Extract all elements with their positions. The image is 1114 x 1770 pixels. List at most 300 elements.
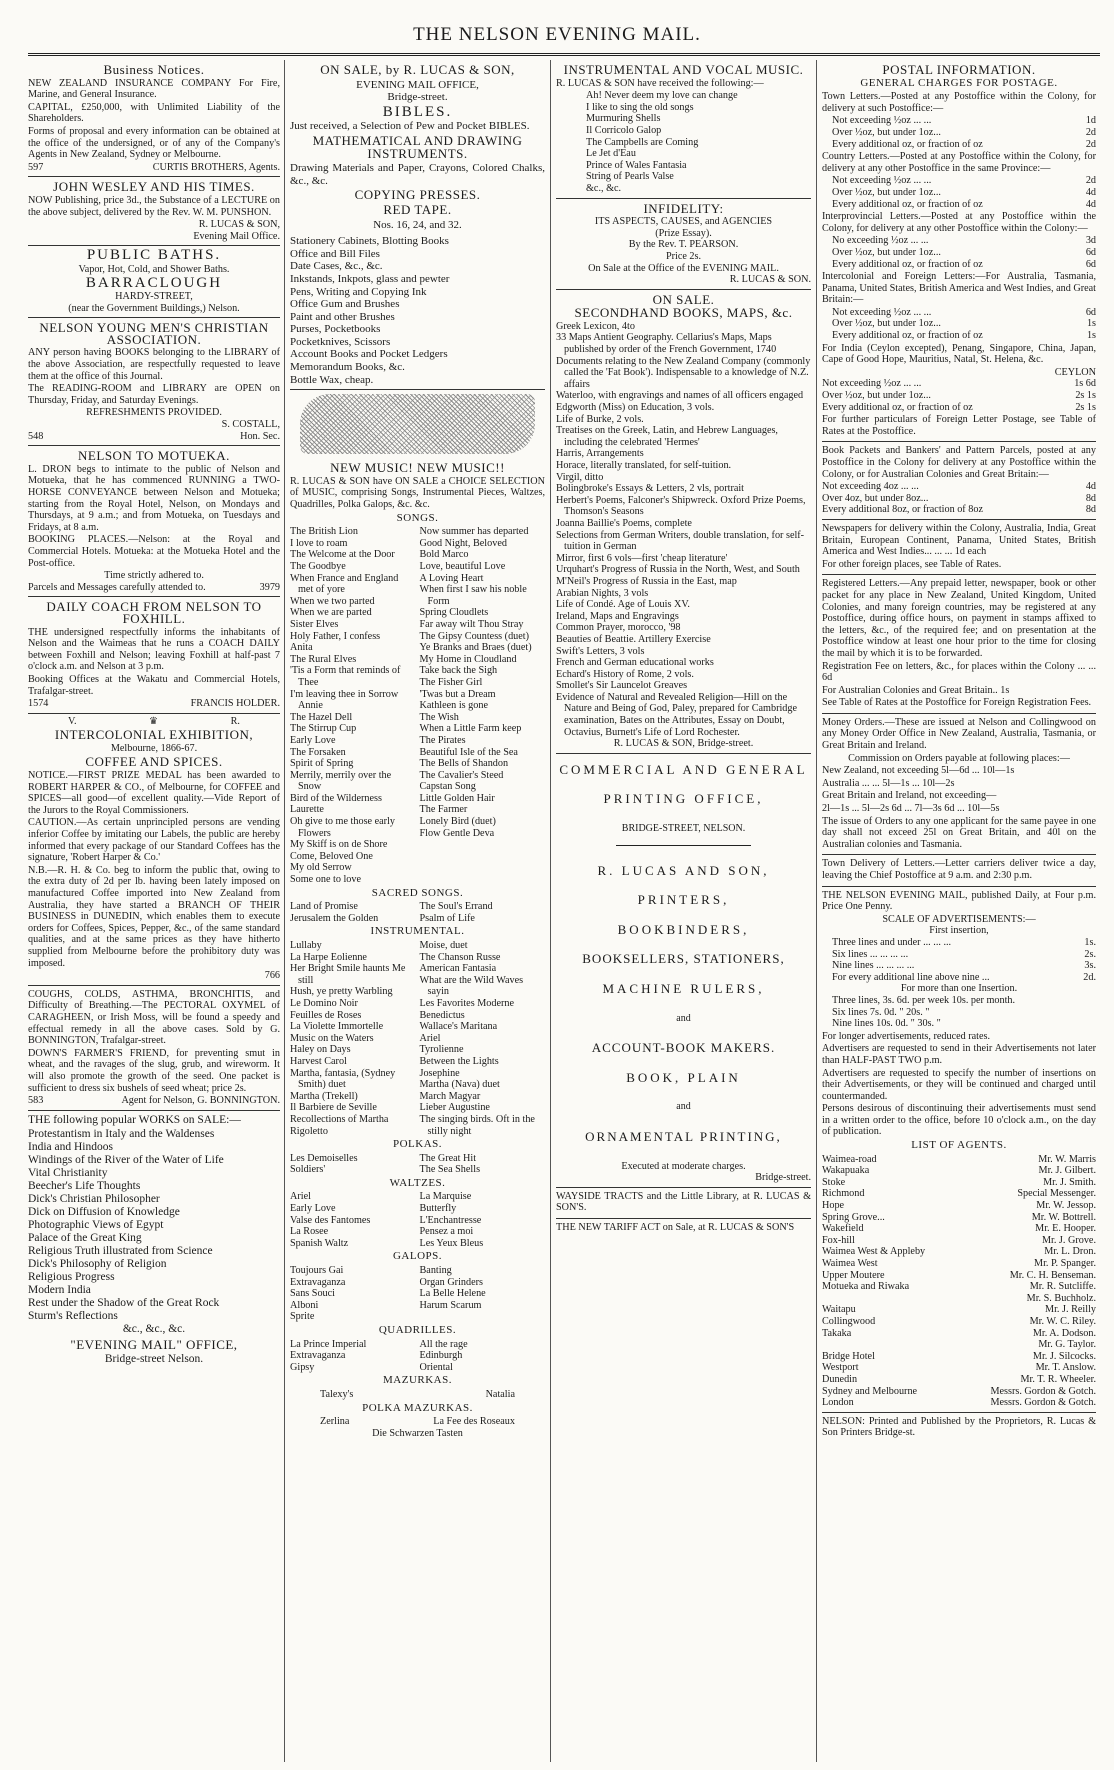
list-item: Ireland, Maps and Engravings — [556, 610, 679, 622]
music-title: Oh give to me those early Flowers — [290, 816, 395, 839]
postal-text: For further particulars of Foreign Letter Postage, see Table of Rates at the Postoffice. — [822, 414, 1096, 437]
waltzes-left — [290, 1191, 416, 1249]
music-title: Spring Cloudlets — [419, 607, 489, 619]
list-item: Modern India — [28, 1283, 91, 1296]
stationery-list — [290, 235, 545, 386]
ad-text: Bridge-street. — [755, 1172, 811, 1184]
rate-cell: Not exceeding 4oz ... ... — [822, 481, 919, 493]
music-title: My Skiff is on de Shore — [290, 839, 388, 851]
music-title: Jerusalem the Golden — [290, 912, 379, 924]
ad-title: RED TAPE. — [383, 201, 452, 217]
list-item: Rest under the Shadow of the Great Rock — [28, 1296, 220, 1309]
ad-text: (near the Government Buildings,) Nelson. — [68, 302, 240, 314]
music-title: Capstan Song — [419, 781, 476, 793]
list-item: Photographic Views of Egypt — [28, 1218, 164, 1231]
ad-text: L. DRON begs to intimate to the public of Nelson and Motueka, that he has commenced RUNNING a TWO-HORSE CONVEYANCE between Nelson and Motueka; starting from the Royal Hotel, Nelson, on Mondays and Thursdays, at 9 a.m.; and from Motueka, on Tuesdays and Fridays, at 8 a.m. — [28, 463, 280, 533]
music-title: My old Serrow — [290, 862, 352, 874]
music-title: Lonely Bird (duet) — [419, 816, 496, 828]
ad-title: COMMERCIAL AND GENERAL — [559, 761, 808, 777]
ad-title: PRINTERS, — [637, 892, 730, 908]
rate-row — [822, 481, 1096, 493]
music-title: When we are parted — [290, 607, 372, 619]
rate-row — [822, 1351, 1096, 1363]
royal-r: R. — [230, 715, 240, 727]
rate-cell: Bridge Hotel — [822, 1350, 875, 1362]
ad-text: Drawing Materials and Paper, Crayons, Colored Chalks, &c., &c. — [290, 162, 545, 187]
ad-title: PUBLIC BATHS. — [86, 247, 222, 264]
rate-cell: Mr. J. Reilly — [1045, 1304, 1096, 1316]
coach-ad — [28, 597, 280, 713]
section-title: LIST OF AGENTS. — [911, 1139, 1007, 1152]
music-title: La Violette Immortelle — [290, 1021, 384, 1033]
rate-cell: Westport — [822, 1362, 859, 1374]
music-title: Ariel — [290, 1191, 311, 1203]
music-section-title: POLKA MAZURKAS. — [362, 1401, 473, 1414]
ad-title: INSTRUMENTAL AND VOCAL MUSIC. — [563, 62, 804, 77]
music-title: Extravaganza — [290, 1350, 346, 1362]
rate-cell: 8d — [1085, 504, 1096, 516]
wesley-ad — [28, 177, 280, 246]
rate-cell: 6d — [1085, 258, 1096, 270]
music-title: Josephine — [419, 1067, 460, 1079]
list-item: Urquhart's Progress of Russia in the North, West, and South — [556, 564, 800, 576]
instrumental-left — [290, 940, 416, 1137]
ad-text: The READING-ROOM and LIBRARY are OPEN on Thursday, Friday, and Saturday Evenings. — [28, 383, 280, 406]
rate-cell: Mr. W. Bottrell. — [1031, 1211, 1096, 1223]
music-section-title: QUADRILLES. — [378, 1324, 457, 1336]
music-title: Les Favorites Moderne — [419, 997, 514, 1009]
rate-table — [822, 378, 1096, 413]
ad-text: THE NELSON EVENING MAIL, published Daily, at Four p.m. Price One Penny. — [822, 889, 1096, 913]
ad-title: BOOKBINDERS, — [617, 921, 750, 937]
list-item: Pens, Writing and Copying Ink — [290, 285, 427, 298]
list-item: Mirror, first 6 vols—first 'cheap literature' — [556, 552, 728, 564]
rate-table — [822, 235, 1096, 270]
rate-cell: Mr. J. Grove. — [1041, 1234, 1096, 1246]
rate-cell: Waimea West — [822, 1258, 878, 1269]
music-title: 'Tis a Form that reminds of Thee — [290, 665, 401, 688]
list-item: Office and Bill Files — [290, 247, 380, 260]
music-title: Les Yeux Bleus — [419, 1237, 484, 1249]
list-item: Herbert's Poems, Falconer's Shipwreck. Oxford Prize Poems, Thomson's Seasons — [556, 494, 806, 518]
ad-text: THE NEW TARIFF ACT on Sale, at R. LUCAS & SON'S — [556, 1221, 795, 1233]
list-item: Horace, literally translated, for self-tuition. — [556, 460, 732, 471]
music-title: Bold Marco — [419, 549, 469, 561]
ad-text: &c., &c., &c. — [122, 1322, 186, 1335]
postal-text: Intercolonial and Foreign Letters:—For Australia, Tasmania, Panama, United States, British America and West Indies, and Great Britain:— — [822, 271, 1096, 306]
rate-cell: Dunedin — [822, 1373, 858, 1385]
music-title: Tyrolienne — [419, 1044, 464, 1056]
postal-text: Money Orders.—These are issued at Nelson and Collingwood on any Money Order Office in New Zealand, Australia, Tasmania, or Great Britain and Ireland. — [822, 716, 1096, 752]
music-items — [556, 90, 811, 194]
ad-title: BIBLES. — [382, 103, 453, 120]
ad-signature: FRANCIS HOLDER. — [190, 698, 280, 710]
ad-text: ITS ASPECTS, CAUSES, and AGENCIES — [594, 216, 773, 228]
ad-text: Booking Offices at the Wakatu and Commercial Hotels, Trafalgar-street. — [28, 673, 280, 697]
lucas-sale-ad — [290, 60, 545, 390]
list-item: Common Prayer, morocco, '98 — [556, 622, 681, 634]
rate-row — [822, 1258, 1096, 1270]
music-title: La Fee des Roseaux — [433, 1416, 515, 1428]
rate-cell: 1s 6d — [1074, 378, 1096, 390]
music-title: Flow Gentle Deva — [419, 827, 495, 839]
ad-title: BOOKSELLERS, STATIONERS, — [582, 951, 785, 967]
list-item: Joanna Baillie's Poems, complete — [556, 517, 692, 529]
baths-ad — [28, 246, 280, 318]
music-title: Spirit of Spring — [290, 758, 354, 770]
rate-cell: 1s — [1086, 330, 1096, 342]
rate-cell: Mr. S. Buchholz. — [1026, 1292, 1096, 1304]
rate-table — [822, 307, 1096, 342]
rate-row — [822, 1200, 1096, 1212]
ad-title: ORNAMENTAL PRINTING, — [585, 1128, 782, 1144]
list-item: Bolingbroke's Essays & Letters, 2 vls, portrait — [556, 483, 745, 495]
rate-cell: Mr. T. Anslow. — [1035, 1362, 1096, 1374]
music-title: I love to roam — [290, 537, 348, 549]
ad-text: Six lines 7s. 0d. " 20s. " — [832, 1006, 930, 1018]
ad-text: Melbourne, 1866-67. — [110, 742, 198, 754]
rate-row — [822, 1235, 1096, 1247]
infidelity-ad — [556, 199, 811, 290]
ad-title: NEW MUSIC! NEW MUSIC!! — [330, 460, 505, 476]
music-title: Love, beautiful Love — [419, 561, 506, 572]
rate-row — [832, 318, 1096, 330]
exhibition-ad — [28, 714, 280, 986]
music-title: Take back the Sigh — [419, 665, 498, 677]
music-section-title: WALTZES. — [389, 1176, 446, 1189]
ad-text: ANY person having BOOKS belonging to the LIBRARY of the above Association, are respectfully requested to leave them at the office of this Journal. — [28, 347, 280, 382]
rate-cell: No exceeding ½oz ... ... — [832, 235, 929, 247]
music-title: The Forsaken — [290, 746, 346, 758]
postal-text: Registered Letters.—Any prepaid letter, newspaper, book or other packet for any place in New Zealand, United Kingdom, United Colonies, and many foreign countries, may be registered at any Postoffice, during office hours, on payment in stamps affixed to the letters, &c., of the required fee; and on presentation at the Postoffice window at least one hour prior to the time for closing the mail by which it is to be forwarded. — [822, 578, 1096, 659]
rate-cell: Over ½oz, but under 1oz... — [832, 126, 941, 138]
rate-row — [822, 1246, 1096, 1258]
list-item: Harris, Arrangements — [556, 448, 644, 460]
list-item: Paint and other Brushes — [290, 310, 395, 323]
ad-text: REFRESHMENTS PROVIDED. — [86, 407, 222, 419]
music-title: Ah! Never deem my love can change — [586, 90, 738, 102]
music-title: Die Schwarzen Tasten — [372, 1427, 463, 1439]
rate-row — [822, 1304, 1096, 1316]
ad-title: INTERCOLONIAL EXHIBITION, — [54, 727, 254, 743]
list-item: Selections from German Writers, double translation, for self-tuition in German — [556, 529, 805, 553]
list-item: Vital Christianity — [28, 1166, 108, 1179]
rate-cell: 1s — [1086, 318, 1096, 330]
rate-cell: Mr. J. Silcocks. — [1032, 1350, 1096, 1362]
rate-cell: Mr. E. Hooper. — [1035, 1223, 1096, 1235]
ad-title: NELSON TO MOTUEKA. — [78, 448, 230, 464]
rate-cell: Waimea-road — [822, 1153, 877, 1165]
music-section-title: GALOPS. — [392, 1250, 443, 1263]
advertising-scale — [822, 887, 1096, 1413]
rate-cell: 3d — [1085, 235, 1096, 247]
rate-cell: Takaka — [822, 1327, 852, 1339]
music-title: Il Barbiere de Seville — [290, 1102, 377, 1114]
ad-text: R. LUCAS & SON have ON SALE a CHOICE SELECTION of MUSIC, comprising Songs, Instrumental Pieces, Waltzes, Quadrilles, Polka Galops, &c. &c. — [290, 475, 545, 511]
column-4 — [822, 60, 1096, 1762]
postal-text: Registration Fee on letters, &c., for places within the Colony ... ... 6d — [822, 660, 1096, 684]
galops-left — [290, 1265, 416, 1323]
instrumental-right — [420, 940, 546, 1137]
ad-text: Bridge-street. — [387, 91, 448, 104]
column-2 — [290, 60, 545, 1762]
music-title: When we two parted — [290, 595, 375, 607]
list-item: Beecher's Life Thoughts — [28, 1179, 141, 1192]
column-divider — [284, 60, 285, 1762]
music-title: Harvest Carol — [290, 1055, 347, 1067]
music-title: Harum Scarum — [419, 1299, 482, 1311]
songs-left — [290, 526, 416, 885]
postal-text: Australia ... ... 5l—1s ... 10l—2s — [822, 777, 955, 789]
music-title: Sans Souci — [290, 1288, 335, 1300]
music-title: Haley on Days — [290, 1044, 351, 1056]
rate-cell: Motueka and Riwaka — [822, 1281, 910, 1293]
ad-text: THE undersigned respectfully informs the inhabitants of Nelson and the Waimeas that he runs a COACH DAILY between Foxhill and Nelson; leaving Foxhill at half-past 7 o'clock a.m. and Nelson at 3 p.m. — [28, 626, 280, 673]
rate-row — [832, 960, 1096, 972]
ad-signature: Hon. Sec. — [240, 430, 280, 442]
rate-cell: Mr. R. Sutcliffe. — [1029, 1281, 1096, 1293]
rate-cell: Mr. P. Spanger. — [1034, 1258, 1096, 1269]
music-title: Psalm of Life — [419, 912, 475, 924]
postal-text: Town Letters.—Posted at any Postoffice within the Colony, for delivery at such Postoffice:— — [822, 91, 1096, 114]
music-title: Pensez a moi — [419, 1226, 474, 1238]
ad-text: HARDY-STREET, — [115, 291, 193, 303]
rate-cell: Not exceeding ½oz ... ... — [832, 115, 932, 127]
postal-text: Newspapers for delivery within the Colony, Australia, India, Great Britain, European Continent, Panama, United States, British America and West Indies... ... ... 1d each — [822, 522, 1096, 558]
ad-text: Just received, a Selection of Pew and Pocket BIBLES. — [290, 120, 530, 133]
ad-title: PRINTING OFFICE, — [603, 791, 764, 807]
printing-office-ad — [556, 754, 811, 1188]
quadrilles-left — [290, 1339, 416, 1374]
rate-cell: 4d — [1085, 481, 1096, 493]
list-item: Virgil, ditto — [556, 471, 604, 483]
rate-row — [822, 1223, 1096, 1235]
rate-cell: 2d — [1085, 126, 1096, 138]
list-item: Religious Progress — [28, 1270, 115, 1283]
rate-row — [822, 402, 1096, 414]
music-title: The Sea Shells — [419, 1164, 481, 1176]
music-section-title: SONGS. — [396, 511, 439, 524]
rate-cell: 2s 1s — [1075, 401, 1096, 413]
works-list — [28, 1128, 280, 1323]
music-title: A Loving Heart — [419, 572, 484, 584]
music-title: Good Night, Beloved — [419, 537, 507, 549]
music-title: American Fantasia — [419, 963, 497, 975]
list-item: Office Gum and Brushes — [290, 298, 400, 311]
music-title: The Welcome at the Door — [290, 549, 395, 561]
rate-row — [832, 139, 1096, 151]
music-title: Holy Father, I confess — [290, 630, 381, 642]
ad-signature: CURTIS BROTHERS, Agents. — [152, 161, 280, 173]
rate-cell: For every additional line above nine ... — [832, 971, 990, 983]
rate-cell: Mr. G. Taylor. — [1038, 1339, 1096, 1351]
ad-title: DAILY COACH FROM NELSON TO FOXHILL. — [46, 599, 262, 626]
ad-title: NELSON YOUNG MEN'S CHRISTIAN ASSOCIATION. — [39, 320, 269, 347]
secondhand-ad — [556, 290, 811, 754]
ad-text: Three lines, 3s. 6d. per week 10s. per month. — [832, 994, 1016, 1006]
music-title: Bird of the Wilderness — [290, 792, 382, 804]
ad-title: BOOK, PLAIN — [626, 1069, 741, 1085]
postal-text: For other foreign places, see Table of Rates. — [822, 558, 1002, 570]
music-title: Moise, duet — [419, 940, 468, 951]
list-item: Date Cases, &c., &c. — [290, 260, 383, 273]
tariff-ad — [556, 1219, 811, 1238]
ad-text: COUGHS, COLDS, ASTHMA, BRONCHITIS, and Difficulty of Breathing.—The PECTORAL OXYMEL of CARAGHEEN, or Irish Moss, will be found a speedy and effectual remedy in all the above cases. Sold by G. BONNINGTON, Trafalgar-street. — [28, 988, 280, 1047]
ad-text: CAUTION.—As certain unprincipled persons are vending inferior Coffee by imitating our Labels, the public are hereby informed that every package of our Standard Coffees has the signature, 'Robert Harper & Co.' — [28, 817, 280, 864]
ad-text: EVENING MAIL OFFICE, — [356, 78, 479, 91]
music-title: Le Jet d'Eau — [586, 148, 636, 160]
music-section-title: MAZURKAS. — [383, 1374, 452, 1387]
music-title: Gipsy — [290, 1361, 315, 1373]
music-title: Lieber Augustine — [419, 1102, 490, 1114]
list-item: Dick on Diffusion of Knowledge — [28, 1205, 180, 1218]
rate-row — [832, 307, 1096, 319]
music-title: Wallace's Maritana — [419, 1021, 498, 1033]
ad-text: NOW Publishing, price 3d., the Substance of a LECTURE on the above subject, delivered by the Rev. W. M. PUNSHON. — [28, 194, 280, 218]
rate-row — [832, 127, 1096, 139]
quadrilles-right — [420, 1339, 546, 1374]
postal-text: Country Letters.—Posted at any Postoffice within the Colony, for delivery at any other Postoffice in the same Province:— — [822, 151, 1096, 174]
ad-text: Advertisers are requested to send in their Advertisements not later than HALF-PAST TWO p.m. — [822, 1043, 1096, 1066]
ad-text: Forms of proposal and every information can be obtained at the office of the undersigned, or of any of the Company's Agents in New Zealand, Sydney or Melbourne. — [28, 125, 280, 161]
registered-letters — [822, 575, 1096, 714]
postal-info — [822, 60, 1096, 442]
rate-cell: Over ½oz, but under 1oz... — [822, 390, 931, 402]
ymca-ad — [28, 318, 280, 446]
ad-title: ACCOUNT-BOOK MAKERS. — [591, 1040, 776, 1056]
list-item: Protestantism in Italy and the Waldenses — [28, 1127, 215, 1140]
postal-text: For Australian Colonies and Great Britain.. 1s — [822, 684, 1010, 696]
music-title: Kathleen is gone — [419, 700, 488, 712]
list-item: Treatises on the Greek, Latin, and Hebrew Languages, including the celebrated 'Hermes' — [556, 425, 778, 448]
music-title: Little Golden Hair — [419, 792, 495, 804]
music-title: Sprite — [290, 1311, 315, 1323]
ad-text: By the Rev. T. PEARSON. — [628, 239, 739, 251]
list-item: Waterloo, with engravings and names of all officers engaged — [556, 390, 804, 402]
music-title: Early Love — [290, 1203, 336, 1215]
ad-signature: Agent for Nelson, G. BONNINGTON. — [121, 1095, 280, 1107]
ad-text: CAPITAL, £250,000, with Unlimited Liability of the Shareholders. — [28, 101, 280, 125]
list-item: French and German educational works — [556, 657, 714, 669]
rate-cell: Fox-hill — [822, 1234, 855, 1246]
rate-row — [832, 949, 1096, 961]
rate-cell: Nine lines ... ... ... ... — [832, 960, 915, 972]
music-title: Far away wilt Thou Stray — [419, 618, 524, 630]
postal-text: For India (Ceylon excepted), Penang, Singapore, China, Japan, Cape of Good Hope, Mauritius, Natal, St. Helena, &c. — [822, 342, 1096, 366]
music-title: Now summer has departed — [419, 526, 529, 538]
list-item: Life of Burke, 2 vols. — [556, 413, 644, 425]
ad-text: R. LUCAS & SON have received the following:— — [556, 77, 764, 89]
music-title: Spanish Waltz — [290, 1237, 349, 1249]
list-item: Documents relating to the New Zealand Company (commonly called the 'Fat Book'). Indispensable to a knowledge of N.Z. affairs — [556, 355, 811, 390]
ad-title: MACHINE RULERS, — [602, 981, 765, 996]
music-title: The Soul's Errand — [419, 901, 493, 913]
ad-text: WAYSIDE TRACTS and the Little Library, at R. LUCAS & SON'S. — [556, 1190, 811, 1214]
rate-cell: 2s. — [1084, 948, 1096, 960]
music-title: The Gipsy Countess (duet) — [419, 630, 530, 642]
rate-cell: Six lines ... ... ... ... — [832, 948, 909, 960]
rate-row — [822, 1316, 1096, 1328]
rate-row — [822, 1339, 1096, 1351]
rate-table — [822, 481, 1096, 516]
music-section-title: INSTRUMENTAL. — [370, 925, 465, 938]
list-item: Windings of the River of the Water of Life — [28, 1153, 224, 1166]
music-engraving-image — [300, 394, 535, 454]
rate-cell: Stoke — [822, 1176, 846, 1188]
ad-text: NOTICE.—FIRST PRIZE MEDAL has been awarded to ROBERT HARPER & CO., of Melbourne, for COFFEE and SPICES—all good—of excellent quality.—Vide Report of the Jurors to the Royal Commissioners. — [28, 770, 280, 816]
music-title: Martha, fantasia, (Sydney Smith) duet — [290, 1067, 396, 1091]
ad-text: First insertion, — [929, 925, 989, 937]
ad-title: "EVENING MAIL" OFFICE, — [70, 1336, 238, 1352]
ad-text: BOOKING PLACES.—Nelson: at the Royal and Commercial Hotels. Motueka: at the Motueka Hotel and the Post-office. — [28, 534, 280, 569]
rate-cell: Every additional 8oz, or fraction of 8oz — [822, 504, 983, 516]
list-item: Swift's Letters, 3 vols — [556, 645, 645, 657]
music-title: La Belle Helene — [419, 1288, 486, 1300]
music-title: Music on the Waters — [290, 1032, 374, 1044]
ad-ref: 597 — [28, 161, 44, 173]
rate-row — [822, 1188, 1096, 1200]
music-title: The Great Hit — [419, 1152, 477, 1164]
ad-title: COFFEE AND SPICES. — [85, 754, 223, 770]
rate-cell: Mr. W. C. Riley. — [1029, 1315, 1096, 1327]
list-item: Echard's History of Rome, 2 vols. — [556, 668, 694, 680]
masthead-rule — [28, 53, 1100, 56]
rate-row — [832, 330, 1096, 342]
ad-signature: R. LUCAS & SON, — [198, 219, 280, 231]
rate-cell: Every additional oz, or fraction of oz — [832, 138, 983, 150]
music-title: Ye Branks and Braes (duet) — [419, 642, 532, 654]
ad-ref: 583 — [28, 1095, 44, 1107]
list-item: Account Books and Pocket Ledgers — [290, 348, 448, 361]
books-list — [556, 321, 811, 738]
wayside-ad — [556, 1188, 811, 1219]
list-item: Smollet's Sir Launcelot Greaves — [556, 680, 688, 692]
music-title: Come, Beloved One — [290, 850, 373, 862]
list-item: Evidence of Natural and Revealed Religion—Hill on the Nature and Being of God, Paley, prepared for Cambridge examination, Bates on the Attributes, Essay on Doubt, Octavius, Burnett's Life of Lord Rochester. — [556, 691, 798, 738]
rate-cell: 1s. — [1084, 936, 1096, 948]
music-title: L'Enchantresse — [419, 1214, 482, 1226]
rate-cell: Mr. W. Jessop. — [1036, 1200, 1096, 1212]
rate-cell: Sydney and Melbourne — [822, 1385, 918, 1397]
rate-row — [832, 235, 1096, 247]
music-title: Organ Grinders — [419, 1276, 483, 1288]
ad-text: DOWN'S FARMER'S FRIEND, for preventing smut in wheat, and the ravages of the slug, grub, and wireworm. It will also promote the growth of the seed. One packet is sufficient to dress six bushels of seed wheat; price 2s. — [28, 1047, 280, 1094]
postal-text: 2l—1s ... 5l—2s 6d ... 7l—3s 6d ... 10l—5s — [822, 803, 1000, 815]
music-title: Lullaby — [290, 940, 322, 951]
ad-ref: 548 — [28, 430, 44, 442]
book-packets — [822, 442, 1096, 520]
rate-row — [832, 187, 1096, 199]
instrumental-vocal-ad — [556, 60, 811, 199]
sacred-right — [420, 901, 546, 924]
music-title: All the rage — [419, 1338, 468, 1350]
column-3 — [556, 60, 811, 1762]
ad-title: R. LUCAS AND SON, — [597, 862, 770, 878]
rate-cell: Upper Moutere — [822, 1269, 885, 1281]
rate-row — [822, 1386, 1096, 1398]
rate-cell: Waitapu — [822, 1304, 856, 1316]
music-title: Talexy's — [320, 1388, 354, 1400]
rate-cell: Mr. T. R. Wheeler. — [1020, 1373, 1096, 1385]
rate-cell: Richmond — [822, 1188, 865, 1200]
ad-signature: Evening Mail Office. — [193, 230, 280, 242]
music-title: Benedictus — [419, 1009, 465, 1021]
ad-signature: R. LUCAS & SON. — [729, 274, 811, 286]
music-title: Butterfly — [419, 1203, 457, 1215]
rate-cell: 8d — [1085, 492, 1096, 504]
ad-text: Nos. 16, 24, and 32. — [373, 218, 462, 231]
section-title: Business Notices. — [103, 62, 205, 77]
